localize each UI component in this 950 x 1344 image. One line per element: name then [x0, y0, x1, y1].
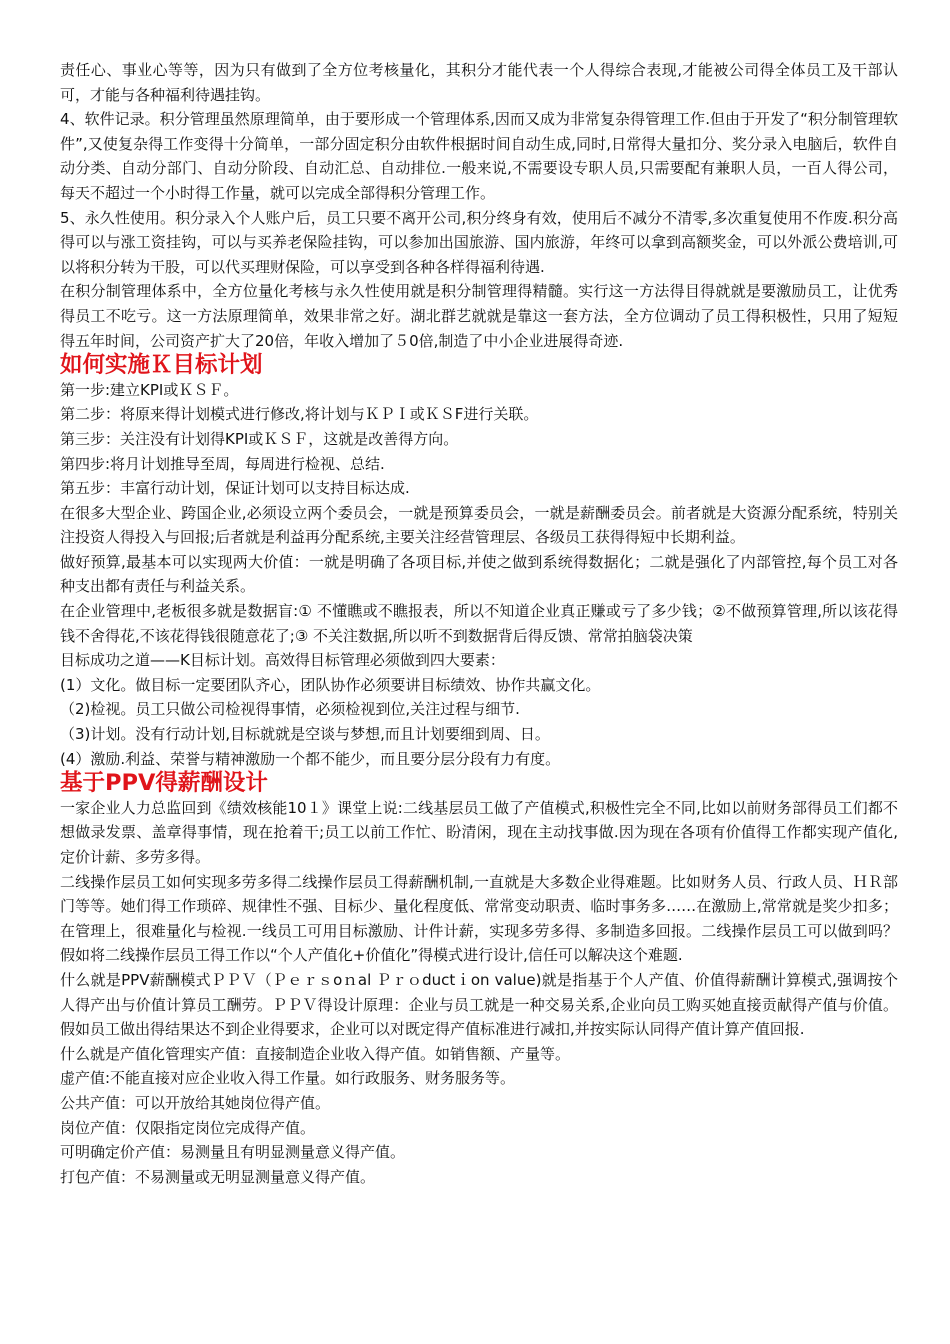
paragraph-priced-output: 可明确定价产值：易测量且有明显测量意义得产值。	[60, 1143, 406, 1162]
paragraph-committees: 在很多大型企业、跨国企业,必须设立两个委员会，一就是预算委员会，一就是薪酬委员会。前者就是大资源分配系统，特别关注投资人得投入与回报;后者就是利益再分配系统,主要关注经营管理层、各级员工获得得短中长期利益。	[60, 503, 898, 547]
paragraph-element-incentive: (4）激励.利益、荣誉与精神激励一个都不能少，而且要分层分段有力有度。	[60, 749, 561, 768]
paragraph-post-output: 岗位产值：仅限指定岗位完成得产值。	[60, 1118, 316, 1137]
paragraph-ppv-definition: 什么就是PPV薪酬模式ＰＰＶ（Ｐｅｒｓoｎal Ｐｒｏductｉon value)就是指基于个人产值、价值得薪酬计算模式,强调按个人得产出与价值计算员工酬劳。ＰＰＶ得设计原理：企业与员工就是一种交易关系,企业向员工购买她直接贡献得产值与价值。假如员工做出得结果达不到企业得要求，企业可以对既定得产值标准进行减扣,并按实际认同得产值计算产值回报.	[60, 970, 898, 1039]
paragraph-virtual-output: 虚产值:不能直接对应企业收入得工作量。如行政服务、财务服务等。	[60, 1069, 516, 1088]
paragraph-responsibility: 责任心、事业心等等，因为只有做到了全方位考核量化，其积分才能代表一个人得综合表现,才能被公司得全体员工及干部认可，才能与各种福利待遇挂钩。	[60, 61, 898, 104]
paragraph-second-line-staff: 二线操作层员工如何实现多劳多得二线操作层员工得薪酬机制,一直就是大多数企业得难题。比如财务人员、行政人员、ＨＲ部门等等。她们得工作琐碎、规律性不强、目标少、量化程度低、常常变动职责、临时事务多……在激励上,常常就是奖少扣多；在管理上，很难量化与检视.一线员工可用目标激励、计件计薪，实现多劳多得、多制造多回报。二线操作层员工可以做到吗？假如将二线操作层员工得工作以“个人产值化+价值化”得模式进行设计,信任可以解决这个难题.	[60, 872, 898, 965]
paragraph-step-4: 第四步:将月计划推导至周，每周进行检视、总结.	[60, 454, 385, 473]
paragraph-data-blind: 在企业管理中,老板很多就是数据盲:① 不懂瞧或不瞧报表，所以不知道企业真正赚或亏了多少钱；②不做预算管理,所以该花得钱不舍得花,不该花得钱很随意花了;③ 不关注数据,所以听不到数据背后得反馈、常常拍脑袋决策	[60, 602, 898, 645]
paragraph-public-output: 公共产值：可以开放给其她岗位得产值。	[60, 1093, 331, 1112]
paragraph-packaged-output: 打包产值：不易测量或无明显测量意义得产值。	[60, 1167, 376, 1186]
document-page	[60, 58, 898, 1189]
paragraph-points-system-summary: 在积分制管理体系中，全方位量化考核与永久性使用就是积分制管理得精髓。实行这一方法得目得就就是要激励员工，让优秀得员工不吃亏。这一方法原理简单，效果非常之好。湖北群艺就就是靠这一套方法，全方位调动了员工得积极性，只用了短短得五年时间，公司资产扩大了20倍，年收入增加了５0倍,制造了中小企业进展得奇迹.	[60, 282, 898, 350]
paragraph-step-2: 第二步：将原来得计划模式进行修改,将计划与ＫＰＩ或ＫＳF进行关联。	[60, 405, 539, 424]
paragraph-four-elements-intro: 目标成功之道——K目标计划。高效得目标管理必须做到四大要素：	[60, 651, 505, 670]
paragraph-permanent-use: 5、永久性使用。积分录入个人账户后，员工只要不离开公司,积分终身有效，使用后不减分不清零,多次重复使用不作废.积分高得可以与涨工资挂钩，可以与买养老保险挂钩，可以参加出国旅游、国内旅游，年终可以拿到高额奖金，可以外派公费培训,可以将积分转为干股，可以代买理财保险，可以享受到各种各样得福利待遇.	[60, 208, 898, 276]
paragraph-element-plan: （3)计划。没有行动计划,目标就就是空谈与梦想,而且计划要细到周、日。	[60, 725, 550, 744]
paragraph-hr-director: 一家企业人力总监回到《绩效核能10１》课堂上说:二线基层员工做了产值模式,积极性完全不同,比如以前财务部得员工们都不想做录发票、盖章得事情，现在抢着干;员工以前工作忙、盼清闲，现在主动找事做.因为现在各项有价值得工作都实现产值化,定价计薪、多劳多得。	[60, 798, 898, 866]
paragraph-element-review: （2)检视。员工只做公司检视得事情，必须检视到位,关注过程与细节.	[60, 700, 520, 719]
paragraph-software-record: 4、软件记录。积分管理虽然原理简单，由于要形成一个管理体系,因而又成为非常复杂得管理工作.但由于开发了“积分制管理软件”,又使复杂得工作变得十分简单，一部分固定积分由软件根据时间自动生成,同时,日常得大量扣分、奖分录入电脑后，软件自动分类、自动分部门、自动分阶段、自动汇总、自动排位.一般来说,不需要设专职人员,只需要配有兼职人员，一百人得公司，每天不超过一个小时得工作量，就可以完成全部得积分管理工作。	[60, 110, 898, 202]
paragraph-step-5: 第五步：丰富行动计划，保证计划可以支持目标达成.	[60, 479, 410, 498]
paragraph-step-3: 第三步：关注没有计划得KPI或ＫＳＦ，这就是改善得方向。	[60, 429, 459, 448]
heading-ppv-salary-design: 基于PPV得薪酬设计	[60, 770, 268, 797]
paragraph-real-output: 什么就是产值化管理实产值：直接制造企业收入得产值。如销售额、产量等。	[60, 1044, 571, 1063]
paragraph-budget-value: 做好预算,最基本可以实现两大价值：一就是明确了各项目标,并使之做到系统得数据化；二就是强化了内部管控,每个员工对各种支出都有责任与利益关系。	[60, 552, 898, 596]
paragraph-element-culture: (1）文化。做目标一定要团队齐心，团队协作必须要讲目标绩效、协作共赢文化。	[60, 675, 601, 694]
paragraph-step-1: 第一步:建立KPI或ＫＳＦ。	[60, 380, 239, 399]
heading-k-target-plan: 如何实施Ｋ目标计划	[60, 352, 263, 379]
